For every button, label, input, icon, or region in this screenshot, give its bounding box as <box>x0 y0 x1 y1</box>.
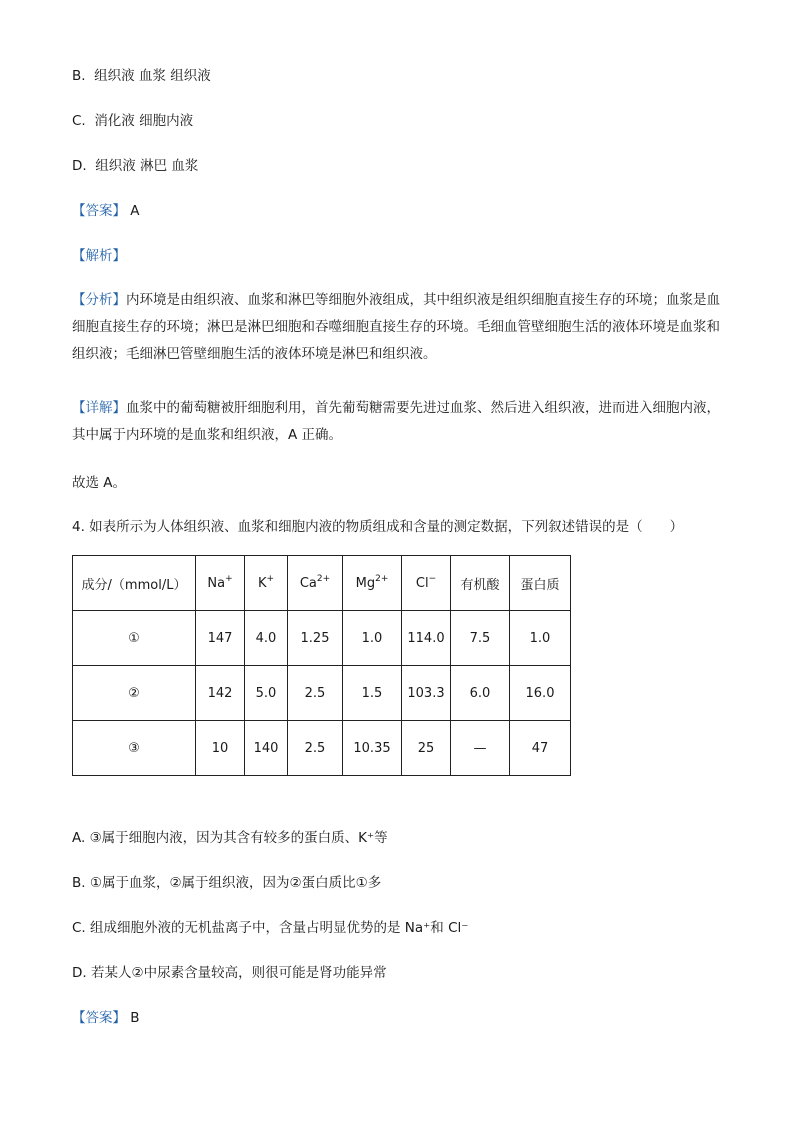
cell: 25 <box>402 721 451 776</box>
fenxi-text: 内环境是由组织液、血浆和淋巴等细胞外液组成，其中组织液是组织细胞直接生存的环境；血浆是血细胞直接生存的环境；淋巴是淋巴细胞和吞噬细胞直接生存的环境。毛细血管壁细胞生活的液体环境是血浆和组织液；毛细淋巴管壁细胞生活的液体环境是淋巴和组织液。 <box>72 292 720 362</box>
fenxi-tag: 【分析】 <box>72 292 126 308</box>
header-ca: $Ca^{2+}$ <box>288 556 343 611</box>
answer-tag: 【答案】 <box>72 203 126 219</box>
question-4: 4. 如表所示为人体组织液、血浆和细胞内液的物质组成和含量的测定数据，下列叙述错误的是（ ） <box>72 519 684 535</box>
row-id: ① <box>73 611 196 666</box>
cell: 1.5 <box>343 666 402 721</box>
cell: 2.5 <box>288 666 343 721</box>
choice-b: B. ①属于血浆，②属于组织液，因为②蛋白质比①多 <box>72 875 382 891</box>
analysis-heading: 【解析】 <box>72 248 126 264</box>
cell: 16.0 <box>510 666 571 721</box>
answer-1 <box>72 201 140 221</box>
table-row <box>73 721 571 776</box>
xiangjie-text: 血浆中的葡萄糖被肝细胞利用，首先葡萄糖需要先进过血浆、然后进入组织液，进而进入细胞内液，其中属于内环境的是血浆和组织液，A 正确。 <box>72 400 720 443</box>
cell: 147 <box>196 611 245 666</box>
table-row <box>73 611 571 666</box>
cell: 142 <box>196 666 245 721</box>
cell: — <box>451 721 510 776</box>
xiangjie-tag: 【详解】 <box>72 400 126 416</box>
answer-value: A <box>130 203 140 219</box>
answer-tag: 【答案】 <box>72 1010 126 1026</box>
composition-table <box>72 555 571 776</box>
header-k: K+ <box>245 556 288 611</box>
cell: 114.0 <box>402 611 451 666</box>
table-row <box>73 666 571 721</box>
choice-c: C. 组成细胞外液的无机盐离子中，含量占明显优势的是 Na⁺和 Cl⁻ <box>72 920 469 936</box>
row-id: ② <box>73 666 196 721</box>
cell: 7.5 <box>451 611 510 666</box>
cell: 1.0 <box>343 611 402 666</box>
header-cl: Cl− <box>402 556 451 611</box>
choice-d: D. 若某人②中尿素含量较高，则很可能是肾功能异常 <box>72 965 387 981</box>
cell: 47 <box>510 721 571 776</box>
option-b-prev: B. 组织液 血浆 组织液 <box>72 68 211 84</box>
choice-a: A. ③属于细胞内液，因为其含有较多的蛋白质、K⁺等 <box>72 830 388 846</box>
cell: 4.0 <box>245 611 288 666</box>
option-d-prev: D. 组织液 淋巴 血浆 <box>72 158 199 174</box>
header-component: 成分/（mmol/L） <box>73 556 196 611</box>
row-id: ③ <box>73 721 196 776</box>
cell: 1.25 <box>288 611 343 666</box>
answer-value: B <box>130 1010 140 1026</box>
cell: 6.0 <box>451 666 510 721</box>
cell: 140 <box>245 721 288 776</box>
cell: 103.3 <box>402 666 451 721</box>
answer-2 <box>72 1008 140 1028</box>
conclusion: 故选 A。 <box>72 475 127 491</box>
cell: 2.5 <box>288 721 343 776</box>
cell: 5.0 <box>245 666 288 721</box>
header-mg: $Mg^{2+}$ <box>343 556 402 611</box>
cell: 10 <box>196 721 245 776</box>
fenxi-paragraph <box>72 287 722 368</box>
table-header-row <box>73 556 571 611</box>
cell: 1.0 <box>510 611 571 666</box>
header-na: Na+ <box>196 556 245 611</box>
header-organic-acid: 有机酸 <box>451 556 510 611</box>
option-c-prev: C. 消化液 细胞内液 <box>72 113 194 129</box>
header-protein: 蛋白质 <box>510 556 571 611</box>
xiangjie-paragraph <box>72 395 722 449</box>
cell: 10.35 <box>343 721 402 776</box>
